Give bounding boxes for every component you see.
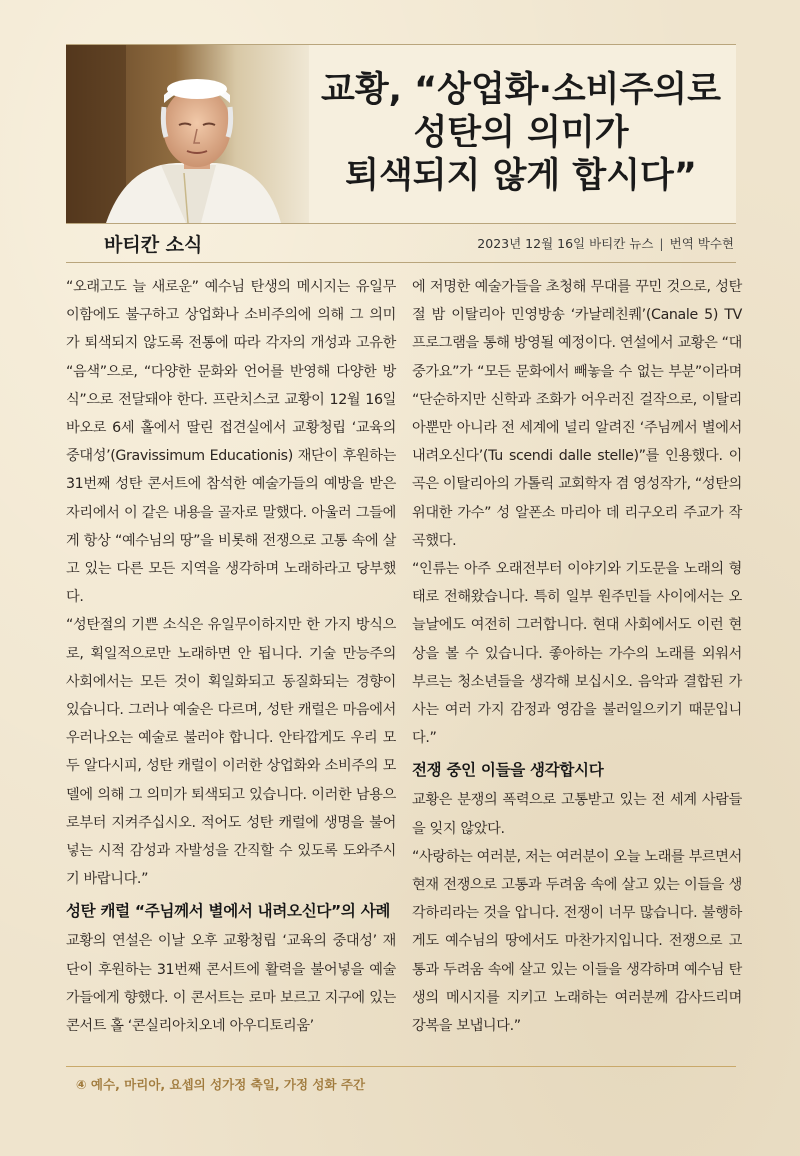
date-source: 2023년 12월 16일 바티칸 뉴스 <box>477 236 654 251</box>
subheading: 전쟁 중인 이들을 생각합시다 <box>412 761 604 780</box>
section-label: 바티칸 소식 <box>104 234 203 256</box>
paragraph: 교황은 분쟁의 폭력으로 고통받고 있는 전 세계 사람들을 잊지 않았다. <box>412 792 742 837</box>
right-column <box>412 273 742 1040</box>
article-title-line: 교황, “상업화·소비주의로 <box>321 70 721 110</box>
footer-divider <box>66 1066 736 1067</box>
article-meta <box>477 234 734 252</box>
paragraph: “사랑하는 여러분, 저는 여러분이 오늘 노래를 부르면서 현재 전쟁으로 고통과 두려움 속에 살고 있는 이들을 생각하리라는 것을 압니다. 전쟁이 너무 많습니다. 불행하게도 예수님의 땅에서도 마찬가지입니다. 전쟁으로 고통과 두려움 속에 살고 있는 이들을 생각하며 예수님 탄생의 메시지를 지키고 노래하는 여러분께 감사드리며 강복을 보냅니다.” <box>412 848 742 1035</box>
article-title-line: 성탄의 의미가 <box>413 113 629 153</box>
subheading: 성탄 캐럴 “주님께서 별에서 내려오신다”의 사례 <box>66 902 391 921</box>
paragraph: “성탄절의 기쁜 소식은 유일무이하지만 한 가지 방식으로, 획일적으로만 노래하면 안 됩니다. 기술 만능주의 사회에서는 모든 것이 획일화되고 동질화되는 경향이 있습니다. 그러나 예술은 다르며, 성탄 캐럴은 마음에서 우러나오는 예술로 불러야 합니다. 안타깝게도 우리 모두 알다시피, 성탄 캐럴이 이러한 상업화와 소비주의 모델에 의해 그 의미가 퇴색되고 있습니다. 이러한 남용으로부터 지켜주십시오. 적어도 성탄 캐럴에 생명을 불어넣는 시적 감성과 자발성을 간직할 수 있도록 도와주시기 바랍니다.” <box>66 617 396 888</box>
article-title-line: 퇴색되지 않게 합시다” <box>345 156 697 196</box>
pope-photo <box>66 45 309 223</box>
page-footer: ④ 예수, 마리아, 요셉의 성가정 축일, 가정 성화 주간 <box>76 1077 366 1092</box>
left-column <box>66 273 396 1040</box>
meta-separator: | <box>659 236 664 251</box>
paragraph: “오래고도 늘 새로운” 예수님 탄생의 메시지는 유일무이함에도 불구하고 상업화나 소비주의에 의해 그 의미가 퇴색되지 않도록 전통에 따라 각자의 개성과 고유한 “음색”으로, “다양한 문화와 언어를 반영해 다양한 방식”으로 전달돼야 한다. 프란치스코 교황이 12월 16일 바오로 6세 홀에서 딸린 접견실에서 교황청립 ‘교육의 중대성’(Gravissimum Educationis) 재단이 후원하는 31번째 성탄 콘서트에 참석한 예술가들의 예방을 받은 자리에서 이 같은 내용을 골자로 말했다. 아울러 그들에게 항상 “예수님의 땅”을 비롯해 전쟁으로 고통 속에 살고 있는 다른 모든 지역을 생각하며 노래하라고 당부했다. <box>66 279 396 606</box>
paragraph: 에 저명한 예술가들을 초청해 무대를 꾸민 것으로, 성탄절 밤 이탈리아 민영방송 ‘카날레친퀘’(Canale 5) TV 프로그램을 통해 방영될 예정이다. 연설에서 교황은 “대중가요”가 “모든 문화에서 빼놓을 수 없는 부분”이라며 “단순하지만 신학과 조화가 어우러진 걸작으로, 이탈리아뿐만 아니라 전 세계에 널리 알려진 ‘주님께서 별에서 내려오신다’(Tu scendi dalle stelle)”를 인용했다. 이 곡은 이탈리아의 가톨릭 교회학자 겸 영성작가, “성탄의 위대한 가수” 성 알폰소 마리아 데 리구오리 주교가 작곡했다. <box>412 279 742 549</box>
article-title <box>316 69 726 198</box>
pope-portrait-image <box>66 45 309 223</box>
paragraph: “인류는 아주 오래전부터 이야기와 기도문을 노래의 형태로 전해왔습니다. 특히 일부 원주민들 사이에서는 오늘날에도 여전히 그러합니다. 현대 사회에서도 이런 현상을 볼 수 있습니다. 좋아하는 가수의 노래를 외워서 부르는 청소년들을 생각해 보십시오. 음악과 결합된 가사는 여러 가지 감정과 영감을 불러일으키기 때문입니다.” <box>412 561 742 747</box>
section-bar <box>66 222 736 263</box>
header-banner <box>66 44 736 224</box>
paragraph: 교황의 연설은 이날 오후 교황청립 ‘교육의 중대성’ 재단이 후원하는 31번째 콘서트에 활력을 불어넣을 예술가들에게 향했다. 이 콘서트는 로마 보르고 지구에 있는 콘서트 홀 ‘콘실리아치오네 아우디토리움’ <box>66 933 396 1035</box>
translator: 번역 박수현 <box>669 236 734 251</box>
